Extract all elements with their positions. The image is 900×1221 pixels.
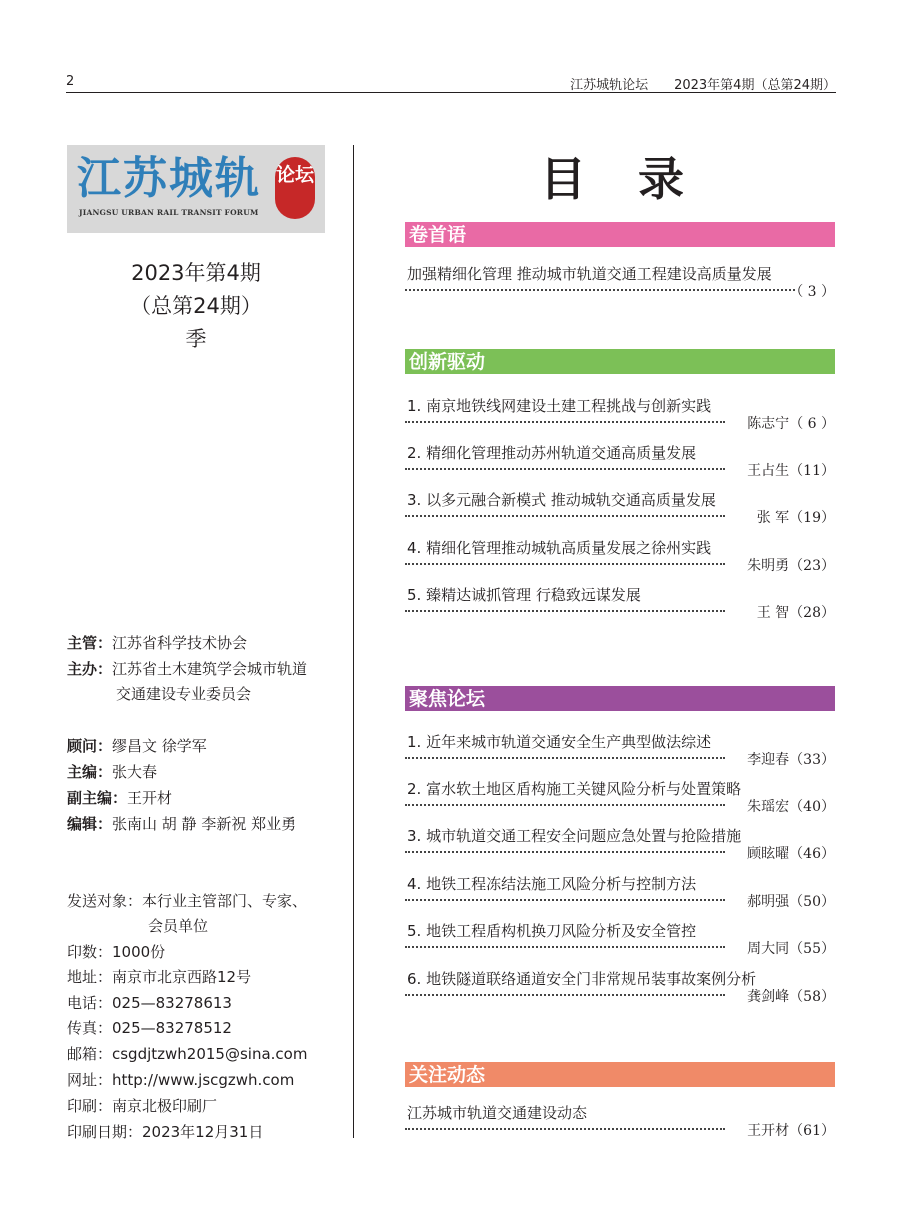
entry-page: （61）	[789, 1123, 835, 1139]
dot-leader	[405, 946, 725, 948]
deputy-editor: 王开材	[127, 789, 173, 807]
sponsor-line	[67, 659, 307, 679]
editor-in-chief: 张大春	[112, 763, 158, 781]
toc-entry[interactable]	[405, 537, 835, 585]
email: 邮箱：csgdjtzwh2015@sina.com	[67, 1045, 308, 1063]
entry-author: 朱瑶宏	[747, 799, 790, 815]
entry-author-page	[757, 507, 835, 527]
entry-title: 5. 臻精达诚抓管理 行稳致远谋发展	[407, 586, 641, 604]
dot-leader	[405, 851, 725, 853]
entry-author: 郝明强	[747, 894, 790, 910]
entry-title: 4. 地铁工程冻结法施工风险分析与控制方法	[407, 875, 697, 893]
entry-author-page	[747, 843, 835, 863]
sponsor: 江苏省土木建筑学会城市轨道	[112, 660, 308, 678]
header-issue: 2023年第4期（总第24期）	[674, 78, 836, 93]
entry-page: （23）	[789, 558, 835, 574]
supervisor: 江苏省科学技术协会	[112, 634, 248, 652]
section-title: 关注动态	[409, 1064, 486, 1086]
entry-author: 周大同	[747, 941, 790, 957]
dot-leader	[405, 289, 795, 291]
entry-title: 2. 精细化管理推动苏州轨道交通高质量发展	[407, 444, 697, 462]
advisor: 缪昌文 徐学军	[112, 737, 207, 755]
dot-leader	[405, 757, 725, 759]
entry-page: （19）	[789, 510, 835, 526]
entry-title: 江苏城市轨道交通建设动态	[407, 1104, 588, 1122]
toc-title-char2: 录	[638, 152, 686, 206]
dot-leader	[405, 1128, 725, 1130]
entry-page: （55）	[789, 941, 835, 957]
toc-title	[540, 143, 686, 209]
dot-leader	[405, 610, 725, 612]
entry-author-page	[757, 602, 835, 622]
editor-line	[67, 762, 157, 782]
copies: 印数：1000份	[67, 943, 166, 961]
sponsor-label: 主办：	[67, 660, 113, 678]
entry-author-page	[747, 749, 835, 769]
entry-author: 陈志宁	[747, 416, 790, 432]
journal-logo	[67, 145, 325, 233]
entry-author-page	[747, 1120, 835, 1140]
website: 网址：http://www.jscgzwh.com	[67, 1071, 295, 1089]
entry-title: 3. 城市轨道交通工程安全问题应急处置与抢险措施	[407, 827, 742, 845]
section-bar-innovation	[405, 349, 835, 374]
advisor-label: 顾问：	[67, 737, 113, 755]
logo-title: 江苏城轨	[77, 153, 261, 204]
header-rule	[66, 92, 836, 93]
toc-entry[interactable]	[405, 395, 835, 443]
section-title: 卷首语	[409, 224, 467, 246]
issue-line2: （总第24期）	[130, 294, 262, 318]
dot-leader	[405, 515, 725, 517]
section-title: 创新驱动	[409, 351, 486, 373]
printer: 印刷：南京北极印刷厂	[67, 1097, 218, 1115]
entry-page: （50）	[789, 894, 835, 910]
entry-page: （46）	[789, 846, 835, 862]
dot-leader	[405, 804, 725, 806]
entry-author-page	[747, 938, 835, 958]
entry-author-page	[747, 460, 835, 480]
editor-label: 主编：	[67, 763, 113, 781]
entry-title: 加强精细化管理 推动城市轨道交通工程建设高质量发展	[407, 265, 772, 283]
entry-title: 5. 地铁工程盾构机换刀风险分析及安全管控	[407, 922, 697, 940]
entry-page: （11）	[789, 463, 835, 479]
header-right	[570, 74, 836, 93]
logo-seal-text: 论坛	[275, 164, 314, 186]
entry-author-page	[747, 986, 835, 1006]
distribution: 发送对象：本行业主管部门、专家、	[67, 892, 308, 910]
entry-title: 1. 南京地铁线网建设土建工程挑战与创新实践	[407, 397, 712, 415]
header-journal-name: 江苏城轨论坛	[570, 78, 649, 93]
toc-entry[interactable]	[405, 968, 835, 1016]
toc-entry[interactable]	[405, 263, 835, 311]
editors-line	[67, 814, 296, 834]
entry-page: （28）	[789, 605, 835, 621]
section-bar-preface	[405, 222, 835, 247]
issue-line1: 2023年第4期	[131, 261, 261, 285]
deputy-label: 副主编：	[67, 789, 128, 807]
logo-subtitle: JIANGSU URBAN RAIL TRANSIT FORUM	[79, 208, 259, 217]
address: 地址：南京市北京西路12号	[67, 968, 252, 986]
toc-entry[interactable]	[405, 778, 835, 826]
running-header	[66, 70, 836, 92]
toc-entry[interactable]	[405, 584, 835, 632]
entry-page: （58）	[789, 989, 835, 1005]
toc-entry[interactable]	[405, 873, 835, 921]
entry-title: 1. 近年来城市轨道交通安全生产典型做法综述	[407, 733, 712, 751]
entry-author-page	[747, 413, 835, 433]
toc-entry[interactable]	[405, 920, 835, 968]
entry-author-page	[747, 555, 835, 575]
entry-title: 6. 地铁隧道联络通道安全门非常规吊装事故案例分析	[407, 970, 757, 988]
print-date: 印刷日期：2023年12月31日	[67, 1123, 264, 1141]
entry-author: 龚剑峰	[747, 989, 790, 1005]
dot-leader	[405, 421, 725, 423]
sponsor-line2: 交通建设专业委员会	[116, 685, 252, 703]
toc-entry[interactable]	[405, 731, 835, 779]
dot-leader	[405, 468, 725, 470]
entry-author: 王 智	[756, 605, 790, 621]
entry-title: 3. 以多元融合新模式 推动城轨交通高质量发展	[407, 491, 716, 509]
entry-page: （40）	[789, 799, 835, 815]
entry-author: 王开材	[747, 1123, 790, 1139]
fax: 传真：025—83278512	[67, 1019, 232, 1037]
section-title: 聚焦论坛	[409, 688, 486, 710]
toc-title-char1: 目	[540, 152, 588, 206]
supervisor-label: 主管：	[67, 634, 113, 652]
supervisor-line	[67, 633, 247, 653]
toc-entry[interactable]	[405, 442, 835, 490]
editors: 张南山 胡 静 李新祝 郑业勇	[112, 815, 297, 833]
entry-title: 2. 富水软土地区盾构施工关键风险分析与处置策略	[407, 780, 742, 798]
deputy-line	[67, 788, 172, 808]
dot-leader	[405, 899, 725, 901]
toc-entry[interactable]	[405, 1102, 835, 1150]
section-bar-news	[405, 1062, 835, 1087]
section-bar-forum	[405, 686, 835, 711]
advisor-line	[67, 736, 207, 756]
dot-leader	[405, 563, 725, 565]
dot-leader	[405, 994, 725, 996]
entry-author-page	[747, 891, 835, 911]
entry-page: （ 6 ）	[789, 416, 835, 432]
toc-entry[interactable]	[405, 825, 835, 873]
entry-author: 朱明勇	[747, 558, 790, 574]
entry-author: 张 军	[756, 510, 790, 526]
entry-author: 顾眩曜	[747, 846, 790, 862]
entry-author: 王占生	[747, 463, 790, 479]
entry-author: 李迎春	[747, 752, 790, 768]
page-number: 2	[66, 74, 75, 89]
entry-page: （33）	[789, 752, 835, 768]
distribution-line2: 会员单位	[148, 917, 209, 935]
logo-seal	[275, 157, 315, 219]
entry-page: （ 3 ）	[789, 284, 835, 300]
editors-label: 编辑：	[67, 815, 113, 833]
toc-entry[interactable]	[405, 489, 835, 537]
entry-title: 4. 精细化管理推动城轨高质量发展之徐州实践	[407, 539, 712, 557]
entry-author-page	[747, 796, 835, 816]
issue-line3: 季	[185, 327, 207, 351]
column-divider	[353, 145, 354, 1138]
phone: 电话：025—83278613	[67, 994, 232, 1012]
